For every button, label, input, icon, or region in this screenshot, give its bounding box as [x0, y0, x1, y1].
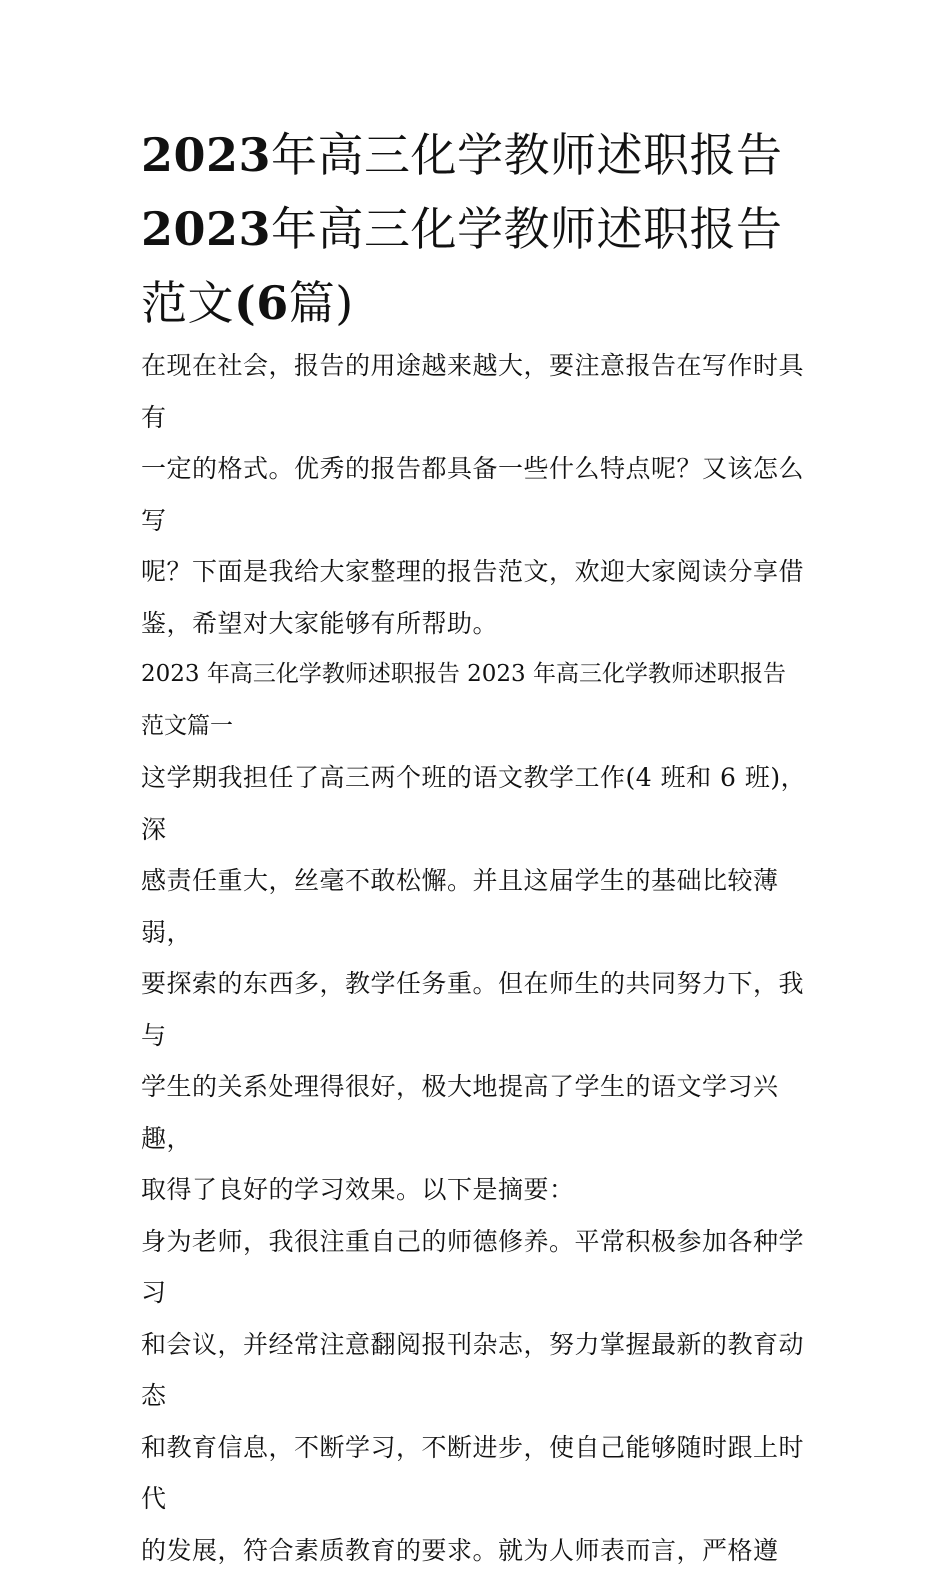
intro-line: 鉴，希望对大家能够有所帮助。	[141, 598, 821, 650]
intro-paragraph	[141, 340, 821, 649]
document-page	[141, 118, 821, 1576]
section-heading	[141, 649, 821, 752]
title-text-1: 年高三化学教师述职报告	[271, 128, 783, 182]
title-text-3b: 篇)	[289, 276, 354, 330]
intro-line: 呢？下面是我给大家整理的报告范文，欢迎大家阅读分享借	[141, 546, 821, 598]
paragraph-line: 身为老师，我很注重自己的师德修养。平常积极参加各种学习	[141, 1216, 821, 1319]
intro-line: 在现在社会，报告的用途越来越大，要注意报告在写作时具有	[141, 340, 821, 443]
paragraph-line: 和会议，并经常注意翻阅报刊杂志，努力掌握最新的教育动态	[141, 1319, 821, 1422]
body-paragraph-1	[141, 752, 821, 1216]
body-paragraph-2	[141, 1216, 821, 1576]
paragraph-line: 感责任重大，丝毫不敢松懈。并且这届学生的基础比较薄弱，	[141, 855, 821, 958]
title-count: (6	[234, 276, 289, 330]
title-year-2: 2023	[141, 202, 271, 256]
document-title	[141, 118, 821, 340]
title-line-1	[141, 118, 821, 192]
title-text-2: 年高三化学教师述职报告	[271, 202, 783, 256]
paragraph-line: 的发展，符合素质教育的要求。就为人师表而言，严格遵	[141, 1525, 821, 1576]
paragraph-line: 和教育信息，不断学习，不断进步，使自己能够随时跟上时代	[141, 1422, 821, 1525]
intro-line: 一定的格式。优秀的报告都具备一些什么特点呢？又该怎么写	[141, 443, 821, 546]
title-line-2	[141, 192, 821, 266]
title-line-3	[141, 266, 821, 340]
title-text-3a: 范文	[141, 276, 234, 330]
paragraph-line: 这学期我担任了高三两个班的语文教学工作(4 班和 6 班)，深	[141, 752, 821, 855]
paragraph-line: 学生的关系处理得很好，极大地提高了学生的语文学习兴趣，	[141, 1061, 821, 1164]
section-heading-line: 范文篇一	[141, 701, 821, 753]
section-heading-line: 2023 年高三化学教师述职报告 2023 年高三化学教师述职报告	[141, 649, 821, 701]
title-year-1: 2023	[141, 128, 271, 182]
paragraph-line: 取得了良好的学习效果。以下是摘要：	[141, 1164, 821, 1216]
paragraph-line: 要探索的东西多，教学任务重。但在师生的共同努力下，我与	[141, 958, 821, 1061]
